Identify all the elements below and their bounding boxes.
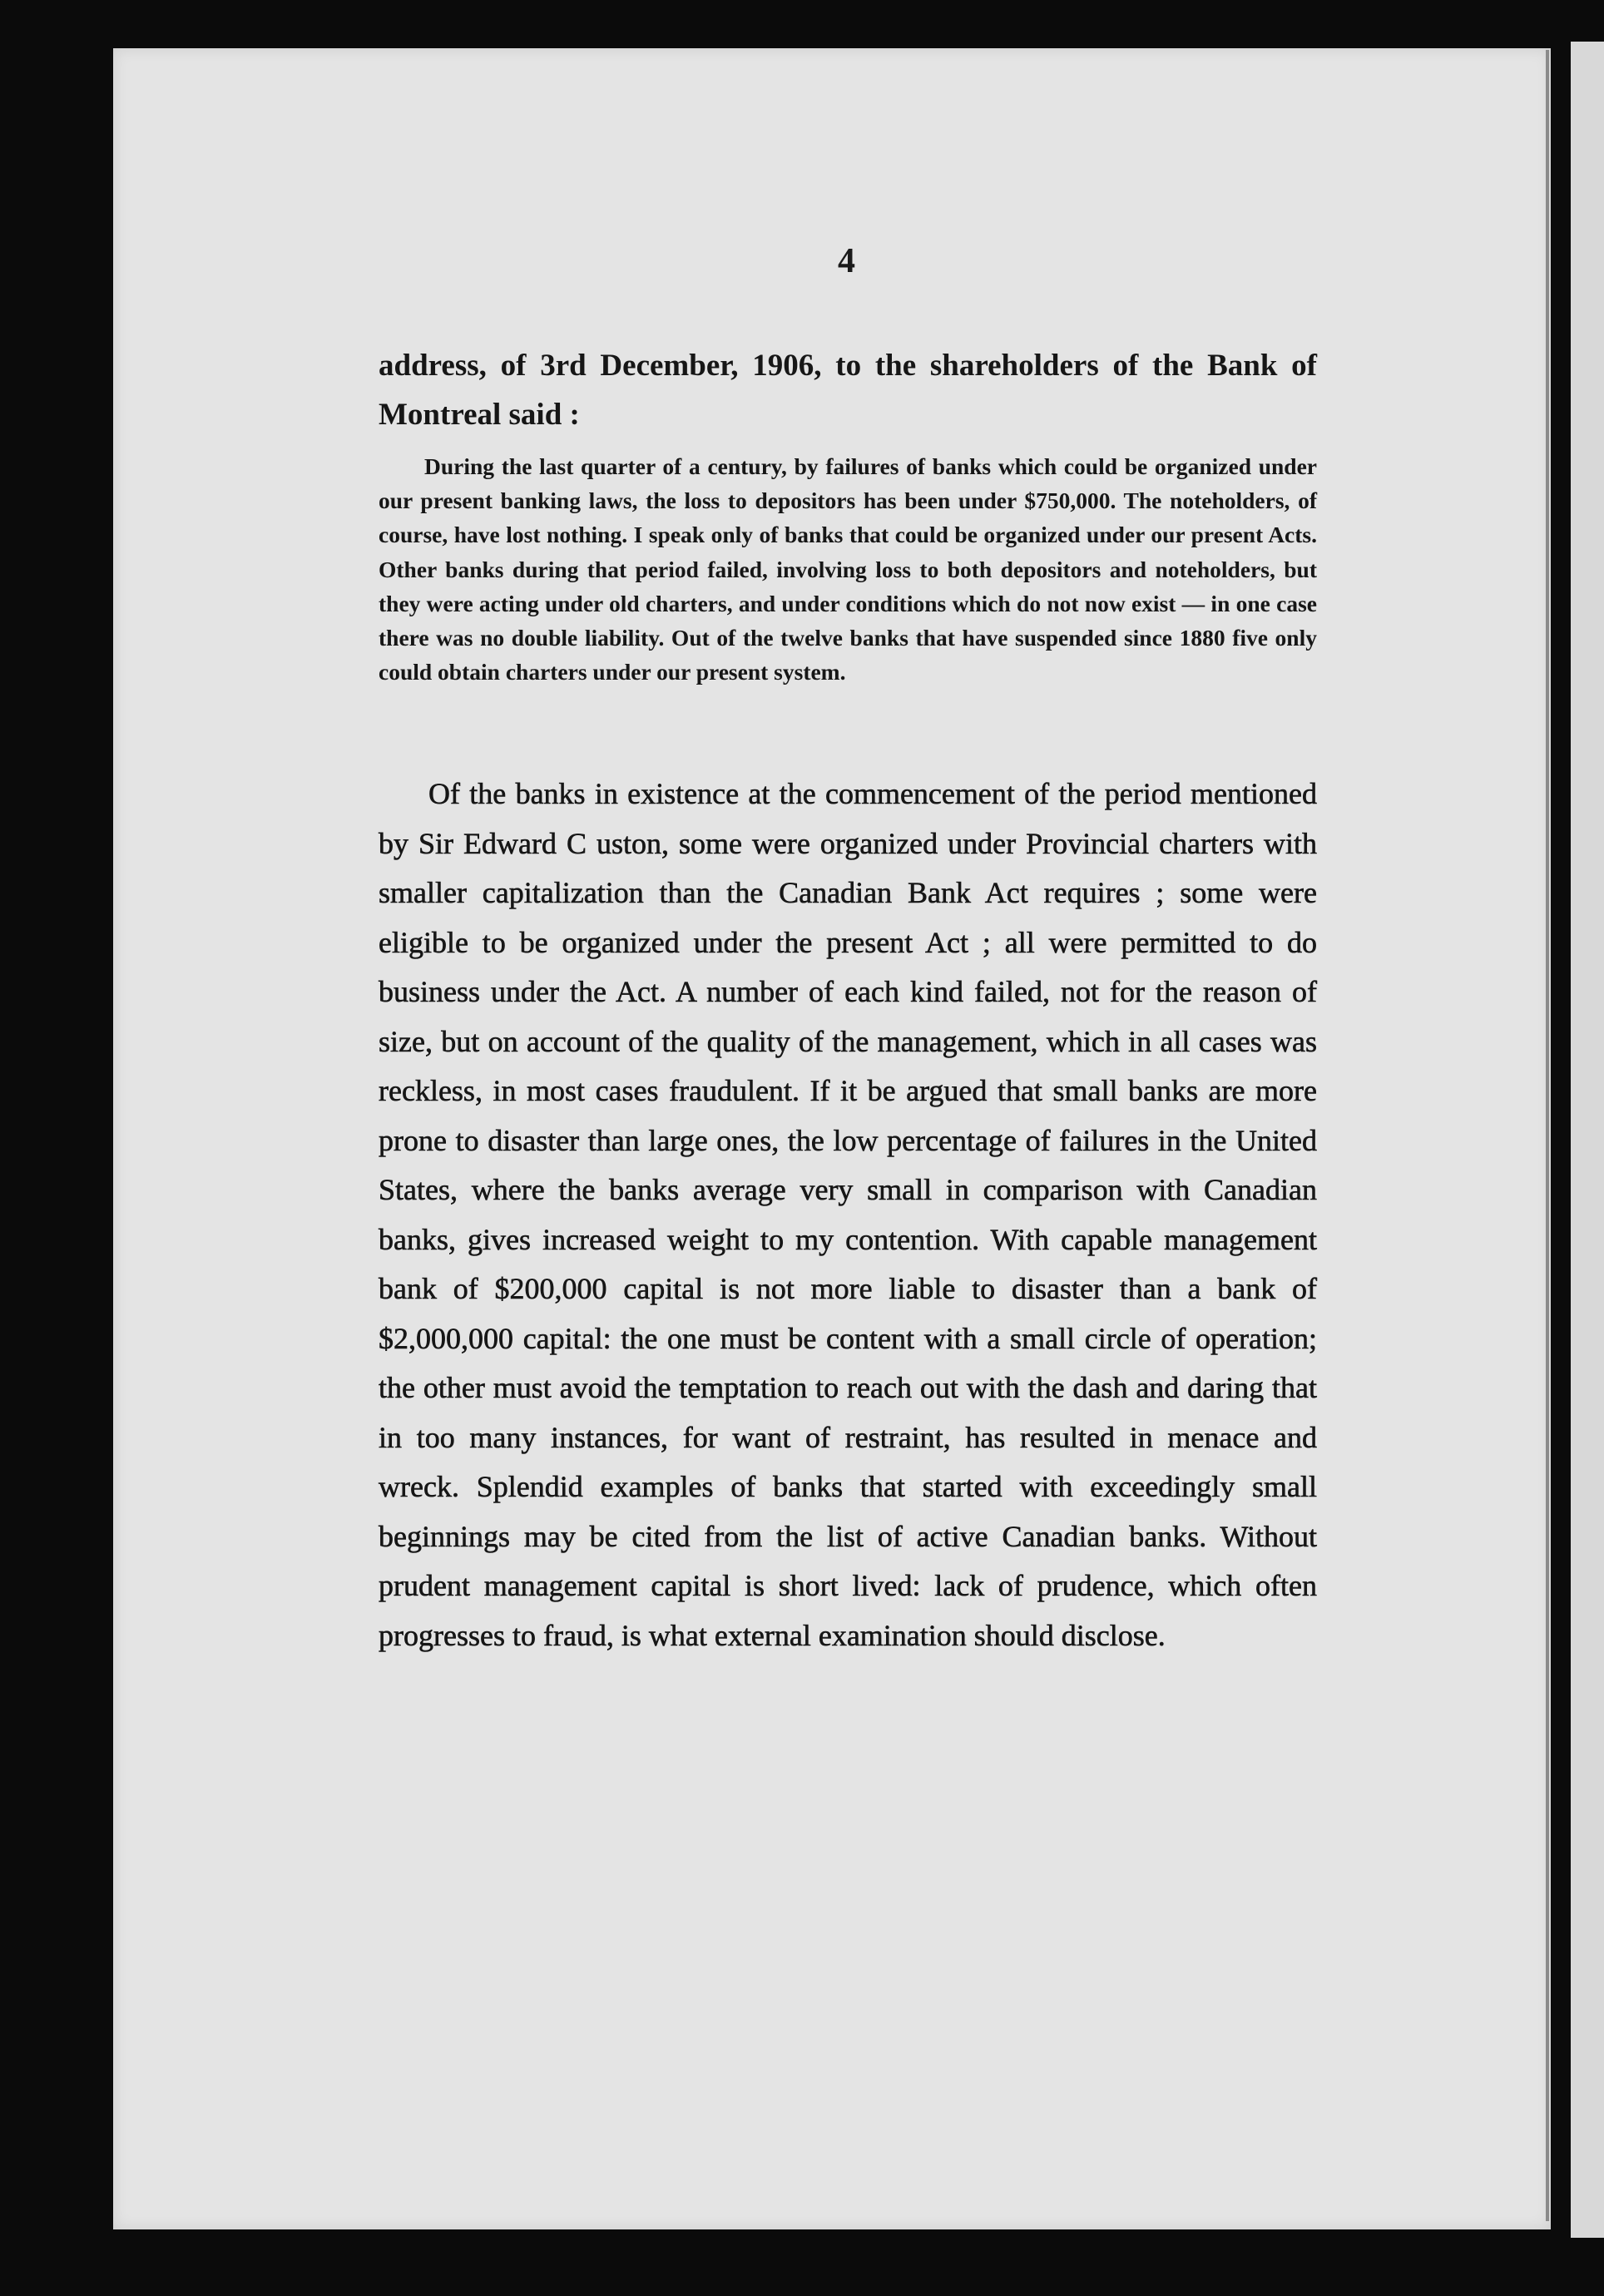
page-spine-shadow	[1546, 50, 1549, 2221]
lead-paragraph: address, of 3rd December, 1906, to the shareholders of the Bank of Montreal said :	[379, 349, 1317, 432]
body-paragraph: Of the banks in existence at the commencement of the period mentioned by Sir Edward C uston, some were organized under Provincial charters with smaller capitalization than the Canadian Bank Act requires ; some were eligible to be organized under the present Act ; all were permitted to do business under the Act. A number of each kind failed, not for the reason of size, but on account of the quality of the management, which in all cases was reckless, in most cases fraudulent. If it be argued that small banks are more prone to disaster than large ones, the low percentage of failures in the United States, where the banks average very small in comparison with Canadian banks, gives increased weight to my contention. With capable management bank of $200,000 capital is not more liable to disaster than a bank of $2,000,000 capital: the one must be content with a small circle of operation; the other must avoid the temptation to reach out with the dash and daring that in too many instances, for want of restraint, has resulted in menace and wreck. Splendid examples of banks that started with exceedingly small beginnings may be cited from the list of active Canadian banks. Without prudent management capital is short lived: lack of prudence, which often progresses to fraud, is what external examination should disclose.	[379, 777, 1317, 1652]
page-number: 4	[838, 242, 855, 280]
block-quote: During the last quarter of a century, by failures of banks which could be organized under our present banking laws, the loss to depositors has been under $750,000. The noteholders, of course, have lost nothing. I speak only of banks that could be organized under our present Acts. Other banks during that period failed, involving loss to both depositors and noteholders, but they were acting under old charters, and under conditions which do not now exist — in one case there was no double liability. Out of the twelve banks that have suspended since 1880 five only could obtain charters under our present system.	[379, 453, 1317, 685]
facing-page-edge	[1571, 42, 1604, 2238]
